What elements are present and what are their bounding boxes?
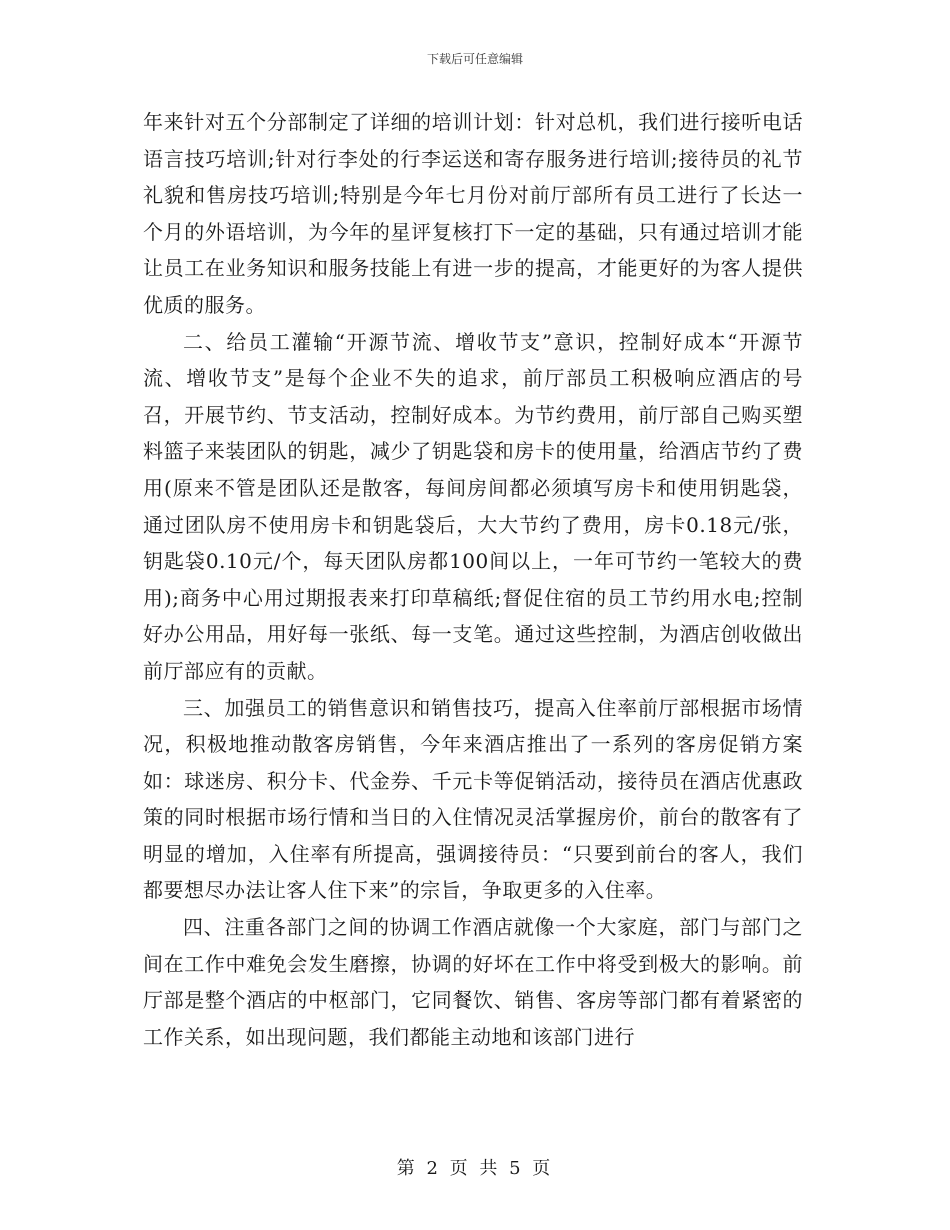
paragraph-cost-control: 二、给员工灌输“开源节流、增收节支”意识，控制好成本“开源节流、增收节支”是每个企业不失的追求，前厅部员工积极响应酒店的号召，开展节约、节支活动，控制好成本。为节约费用，前厅部自己购买塑料篮子来装团队的钥匙，减少了钥匙袋和房卡的使用量，给酒店节约了费用(原来不管是团队还是散客，每间房间都必须填写房卡和使用钥匙袋，通过团队房不使用房卡和钥匙袋后，大大节约了费用，房卡0.18元/张，钥匙袋0.10元/个，每天团队房都100间以上，一年可节约一笔较大的费用);商务中心用过期报表来打印草稿纸;督促住宿的员工节约用水电;控制好办公用品，用好每一张纸、每一支笔。通过这些控制，为酒店创收做出前厅部应有的贡献。: [143, 329, 803, 683]
page-number-footer: 第 2 页 共 5 页: [396, 1158, 554, 1179]
page-header-note: 下载后可任意编辑: [426, 52, 523, 66]
paragraph-training-plan: 年来针对五个分部制定了详细的培训计划：针对总机，我们进行接听电话语言技巧培训;针对行李处的行李运送和寄存服务进行培训;接待员的礼节礼貌和售房技巧培训;特别是今年七月份对前厅部所有员工进行了长达一个月的外语培训，为今年的星评复核打下一定的基础，只有通过培训才能让员工在业务知识和服务技能上有进一步的提高，才能更好的为客人提供优质的服务。: [143, 110, 803, 317]
document-body: [143, 104, 803, 1055]
paragraph-sales-skills: 三、加强员工的销售意识和销售技巧，提高入住率前厅部根据市场情况，积极地推动散客房销售，今年来酒店推出了一系列的客房促销方案如：球迷房、积分卡、代金券、千元卡等促销活动，接待员在酒店优惠政策的同时根据市场行情和当日的入住情况灵活掌握房价，前台的散客有了明显的增加，入住率有所提高，强调接待员：“只要到前台的客人，我们都要想尽办法让客人住下来”的宗旨，争取更多的入住率。: [143, 695, 803, 903]
paragraph-department-coordination: 四、注重各部门之间的协调工作酒店就像一个大家庭，部门与部门之间在工作中难免会发生磨擦，协调的好坏在工作中将受到极大的影响。前厅部是整个酒店的中枢部门，它同餐饮、销售、客房等部门都有着紧密的工作关系，如出现问题，我们都能主动地和该部门进行: [143, 915, 803, 1049]
